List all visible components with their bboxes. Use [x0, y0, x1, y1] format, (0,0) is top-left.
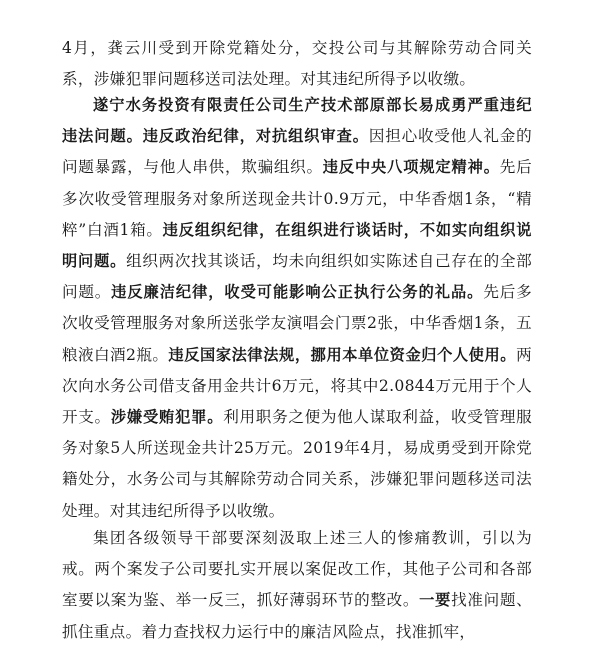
violation-heading: 违反国家法律法规，挪用本单位资金归个人使用。	[168, 345, 517, 364]
text-run: 集团各级领导干部要深刻汲取上述三人的惨痛教训，引以为戒。两个案发子公司要扎实开展以案促改工作，其他子公司和各部室要以案为鉴、举一反三，抓好薄弱环节的整改。	[62, 529, 532, 610]
case-heading: 遂宁水务投资有限责任公司生产技术部原部长易成勇严重违纪违法问题。违反政治纪律，对抗组织审查。	[62, 96, 532, 146]
text-run: 组织两次找其谈话，均未向组织如实陈述自己存在的全部问题。	[62, 252, 532, 302]
text-run: 先后多次收受管理服务对象所送张学友演唱会门票2张，中华香烟1条，五粮液白酒2瓶。	[62, 283, 533, 364]
violation-heading: 违反组织纪律，在组织进行谈话时，不如实向组织说明问题。	[62, 220, 532, 271]
violation-heading: 违反廉洁纪律，收受可能影响公正执行公务的礼品。	[111, 283, 484, 302]
text-run: 因担心收受他人礼金的问题暴露，与他人串供，欺骗组织。	[62, 127, 532, 177]
text-run: 先后多次收受管理服务对象所送现金共计0.9万元，中华香烟1条，“精粹”白酒1箱。	[62, 158, 532, 239]
point-one-heading: 一要	[419, 591, 452, 610]
paragraph-yi-chengyong-case	[62, 90, 532, 527]
paragraph-gong-yunchuan-conclusion	[62, 33, 532, 95]
text-run: 4月，龚云川受到开除党籍处分，交投公司与其解除劳动合同关系，涉嫌犯罪问题移送司法处理。对其违纪所得予以收缴。	[62, 39, 532, 89]
text-run: 两次向水务公司借支备用金共计6万元，将其中2.0844万元用于个人开支。	[62, 345, 532, 427]
text-run: 找准问题、抓住重点。着力查找权力运行中的廉洁风险点，找准抓牢，	[62, 591, 532, 641]
text-run: 利用职务之便为他人谋取利益，收受管理服务对象5人所送现金共计25万元。2019年4月，易成勇受到开除党籍处分，水务公司与其解除劳动合同关系，涉嫌犯罪问题移送司法处理。对其违纪所得予以收缴。	[62, 408, 533, 520]
violation-heading: 涉嫌受贿犯罪。	[110, 408, 224, 427]
paragraph-group-lessons	[62, 523, 532, 648]
violation-heading: 违反中央八项规定精神。	[322, 158, 500, 177]
